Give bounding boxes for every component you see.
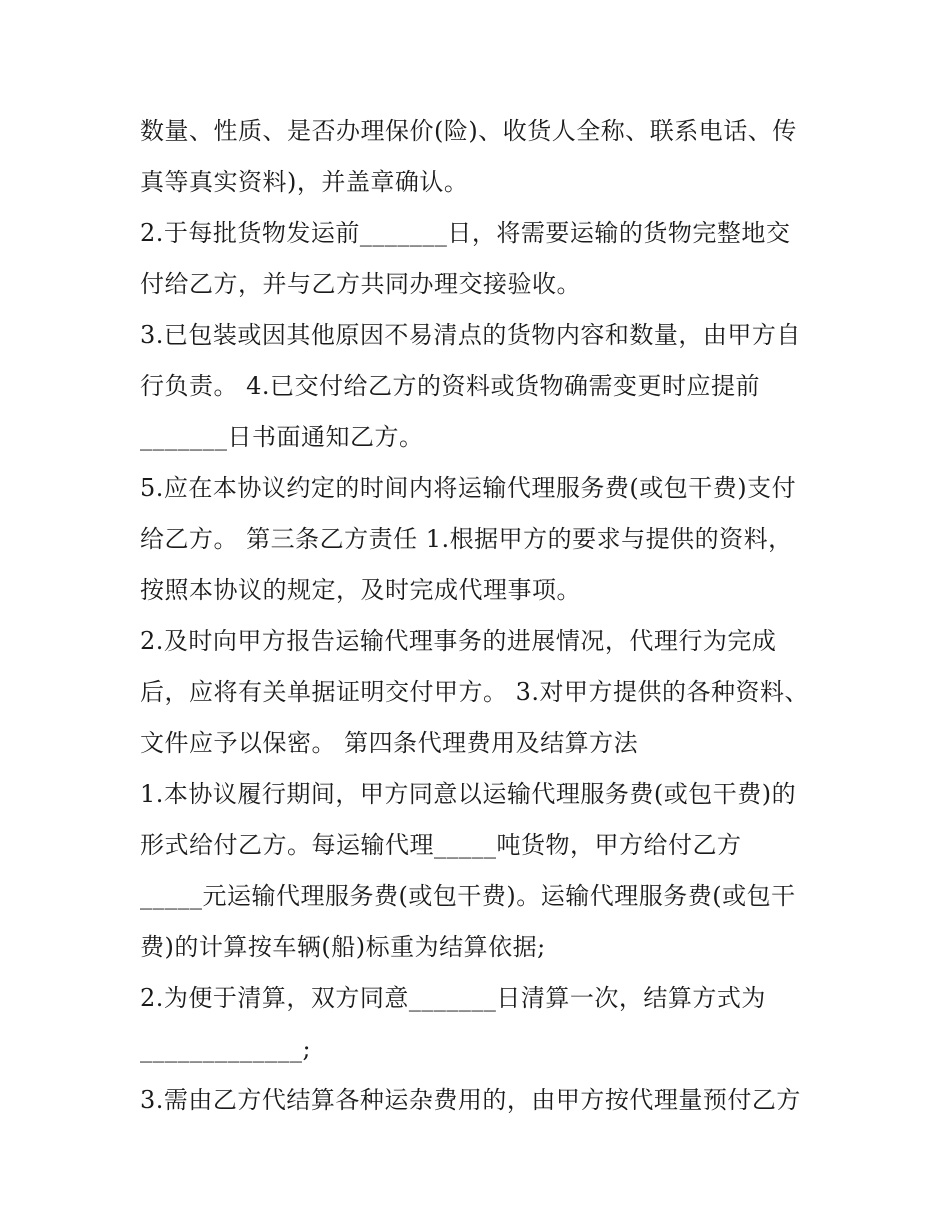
document-line: 2.于每批货物发运前_______日，将需要运输的货物完整地交	[140, 219, 791, 247]
document-line: 2.为便于清算，双方同意_______日清算一次，结算方式为	[140, 984, 766, 1012]
document-line: 3.需由乙方代结算各种运杂费用的，由甲方按代理量预付乙方	[140, 1086, 801, 1114]
document-line: 给乙方。 第三条乙方责任 1.根据甲方的要求与提供的资料，	[140, 525, 793, 553]
document-line: 行负责。 4.已交付给乙方的资料或货物确需变更时应提前	[140, 372, 761, 400]
document-line: 费)的计算按车辆(船)标重为结算依据;	[140, 933, 546, 961]
document-line: 形式给付乙方。每运输代理_____吨货物，甲方给付乙方	[140, 831, 742, 859]
document-line: 后，应将有关单据证明交付甲方。 3.对甲方提供的各种资料、	[140, 678, 810, 706]
document-line: 数量、性质、是否办理保价(险)、收货人全称、联系电话、传	[140, 117, 797, 145]
document-line: _____元运输代理服务费(或包干费)。运输代理服务费(或包干	[140, 882, 796, 910]
document-line: 按照本协议的规定，及时完成代理事项。	[140, 576, 581, 604]
document-body	[140, 106, 820, 1126]
document-line: 3.已包装或因其他原因不易清点的货物内容和数量，由甲方自	[140, 321, 801, 349]
document-line: 文件应予以保密。 第四条代理费用及结算方法	[140, 729, 639, 757]
document-line: _____________;	[140, 1035, 312, 1063]
document-line: 付给乙方，并与乙方共同办理交接验收。	[140, 270, 581, 298]
document-line: 2.及时向甲方报告运输代理事务的进展情况，代理行为完成	[140, 627, 777, 655]
document-line: 5.应在本协议约定的时间内将运输代理服务费(或包干费)支付	[140, 474, 797, 502]
document-line: 真等真实资料)，并盖章确认。	[140, 168, 469, 196]
document-line: 1.本协议履行期间，甲方同意以运输代理服务费(或包干费)的	[140, 780, 797, 808]
document-line: _______日书面通知乙方。	[140, 423, 424, 451]
